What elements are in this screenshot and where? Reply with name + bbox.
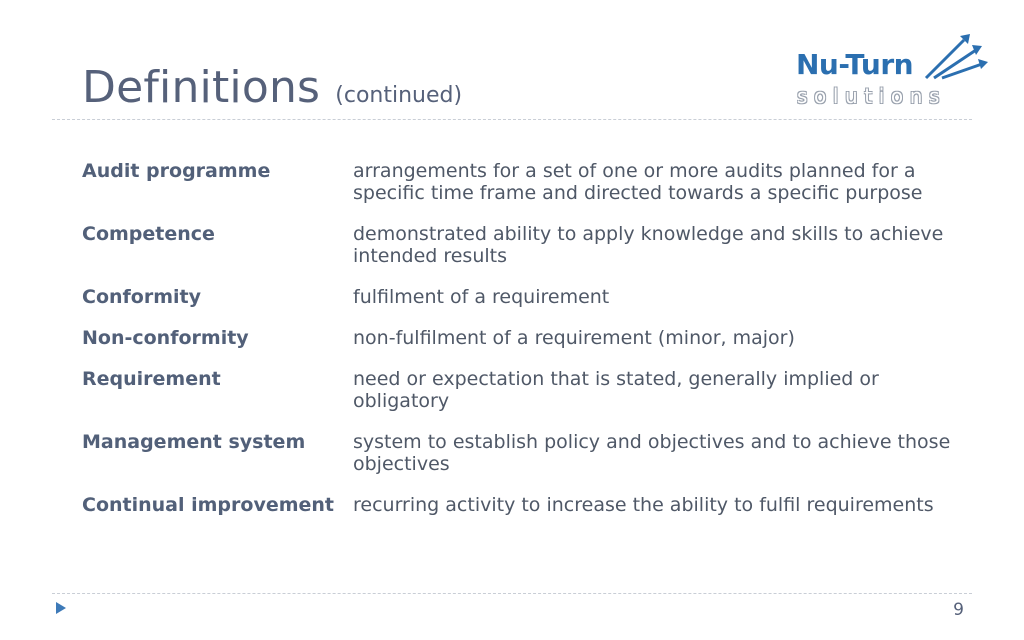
definition-row	[82, 431, 952, 475]
logo-name: Nu-Turn	[796, 48, 914, 81]
definition-row	[82, 223, 952, 267]
definition-row	[82, 494, 952, 516]
definition-term: Management system	[82, 431, 306, 453]
definition-text: demonstrated ability to apply knowledge and skills to achieve intended results	[353, 223, 944, 267]
definition-text: need or expectation that is stated, generally implied or obligatory	[353, 368, 879, 412]
definition-text: recurring activity to increase the ability to fulfil requirements	[353, 494, 934, 516]
definition-term: Conformity	[82, 286, 201, 308]
company-logo	[794, 32, 994, 112]
definition-term: Competence	[82, 223, 215, 245]
definition-term: Requirement	[82, 368, 221, 390]
definition-term: Continual improvement	[82, 494, 335, 516]
definition-row	[82, 327, 952, 349]
definition-text: fulfilment of a requirement	[353, 286, 610, 308]
play-triangle-icon[interactable]	[56, 602, 66, 614]
page-number: 9	[953, 600, 964, 620]
definition-row	[82, 160, 952, 204]
definition-text: system to establish policy and objectives and to achieve those objectives	[353, 431, 951, 475]
arrows-logo-icon	[922, 32, 990, 82]
header-divider	[52, 119, 972, 120]
definitions-list	[82, 160, 952, 535]
definition-term: Audit programme	[82, 160, 271, 182]
slide-title-area	[82, 62, 462, 113]
definition-row	[82, 368, 952, 412]
definition-row	[82, 286, 952, 308]
logo-tagline: solutions	[797, 84, 947, 108]
slide-title: Definitions	[82, 62, 321, 113]
footer-divider	[52, 593, 972, 594]
definition-text: non-fulfilment of a requirement (minor, major)	[353, 327, 795, 349]
slide-subtitle: (continued)	[335, 83, 463, 108]
definition-text: arrangements for a set of one or more audits planned for a specific time frame and directed towards a specific purpose	[353, 160, 923, 204]
definition-term: Non-conformity	[82, 327, 249, 349]
